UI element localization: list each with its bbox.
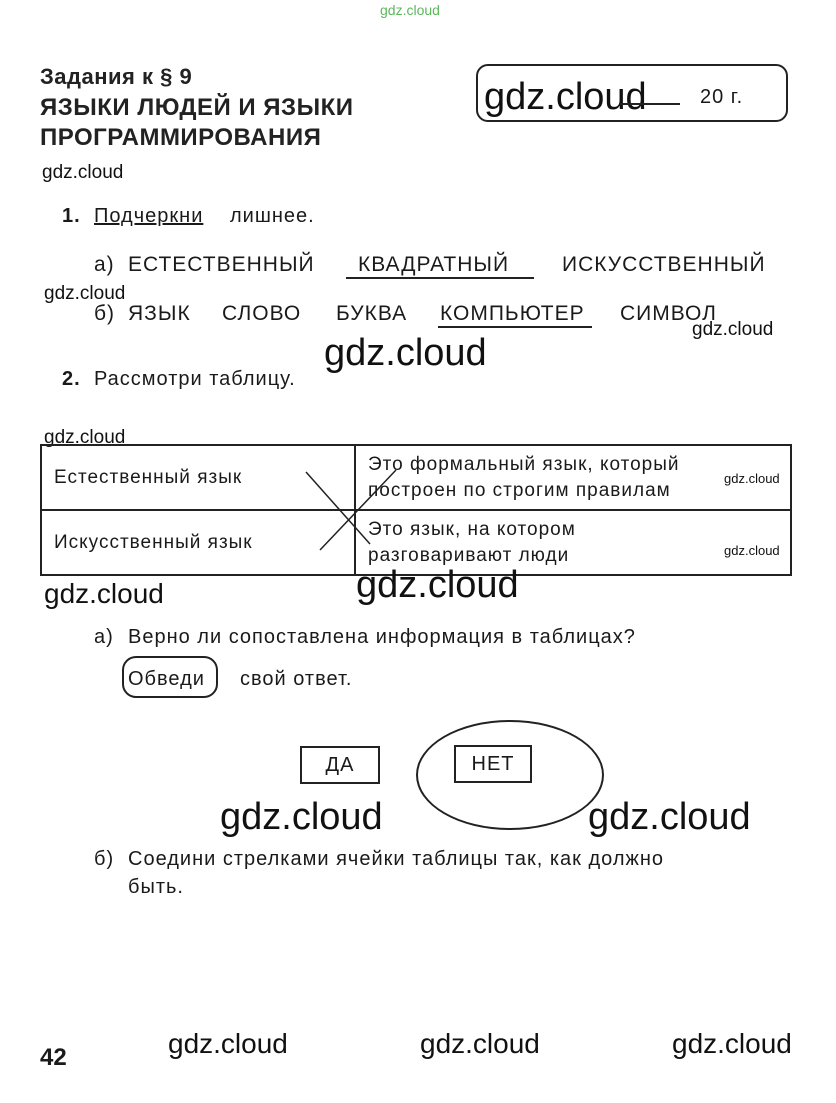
watermark-top: gdz.cloud [380, 2, 440, 18]
watermark: gdz.cloud [672, 1028, 792, 1059]
word-word: СЛОВО [222, 302, 302, 325]
watermark-large: gdz.cloud [356, 564, 519, 606]
task2-b-instruction-line1: Соедини стрелками ячейки таблицы так, как должно [128, 848, 665, 870]
table-cell-spoken-definition: Это язык, на котором разговаривают люди [355, 510, 791, 575]
task2-a-label: а) [94, 626, 114, 648]
answer-yes-label: ДА [325, 753, 355, 776]
watermark: gdz.cloud [44, 578, 164, 609]
watermark: gdz.cloud [168, 1028, 288, 1059]
watermark: gdz.cloud [692, 319, 774, 340]
word-square: КВАДРАТНЫЙ [358, 253, 510, 276]
task1-a-label: а) [94, 253, 115, 276]
watermark: gdz.cloud [420, 1028, 540, 1059]
task1-instruction-underlined: Подчеркни [94, 205, 204, 227]
answer-yes-box [300, 746, 380, 784]
task2-b-label: б) [94, 848, 115, 870]
task2-instruction: Рассмотри таблицу. [94, 368, 296, 390]
task1-b-label: б) [94, 302, 116, 325]
task2-a-circle-word: Обведи [128, 668, 205, 690]
lesson-title-line2: ПРОГРАММИРОВАНИЯ [40, 124, 322, 151]
task1-instruction: лишнее. [230, 205, 315, 227]
word-letter: БУКВА [336, 302, 408, 325]
date-suffix: 20 г. [700, 86, 744, 108]
task2-a-instruction: свой ответ. [240, 668, 353, 690]
watermark-large: gdz.cloud [588, 796, 751, 838]
handwritten-underline-b [438, 326, 592, 328]
watermark: gdz.cloud [44, 283, 126, 304]
watermark: gdz.cloud [724, 471, 780, 486]
table-row [41, 445, 791, 510]
handwritten-cross-arrows [300, 462, 410, 562]
table-cell-formal-definition: Это формальный язык, который построен по строгим правилам [355, 445, 791, 510]
answer-no-box [454, 745, 532, 783]
date-blank-line [620, 103, 680, 105]
word-language: ЯЗЫК [128, 302, 191, 325]
page-number: 42 [40, 1044, 67, 1071]
task2-a-question: Верно ли сопоставлена информация в таблицах? [128, 626, 636, 648]
task2-number: 2. [62, 368, 81, 390]
word-computer: КОМПЬЮТЕР [440, 302, 585, 325]
watermark-large: gdz.cloud [220, 796, 383, 838]
answer-no-label: НЕТ [471, 752, 515, 775]
comparison-table [40, 444, 792, 576]
section-heading: Задания к § 9 [40, 64, 193, 89]
watermark-large: gdz.cloud [324, 332, 487, 374]
watermark: gdz.cloud [44, 427, 126, 448]
word-natural: ЕСТЕСТВЕННЫЙ [128, 253, 315, 276]
lesson-title-line1: ЯЗЫКИ ЛЮДЕЙ И ЯЗЫКИ [40, 94, 354, 121]
handwritten-underline-a [346, 277, 534, 279]
watermark: gdz.cloud [724, 543, 780, 558]
table-cell-natural-language: Естественный язык [41, 445, 355, 510]
task1-number: 1. [62, 205, 81, 227]
word-artificial: ИСКУССТВЕННЫЙ [562, 253, 766, 276]
watermark-date-box: gdz.cloud [484, 76, 647, 118]
task2-b-instruction-line2: быть. [128, 876, 184, 898]
table-cell-artificial-language: Искусственный язык [41, 510, 355, 575]
watermark: gdz.cloud [42, 162, 124, 183]
word-symbol: СИМВОЛ [620, 302, 717, 325]
